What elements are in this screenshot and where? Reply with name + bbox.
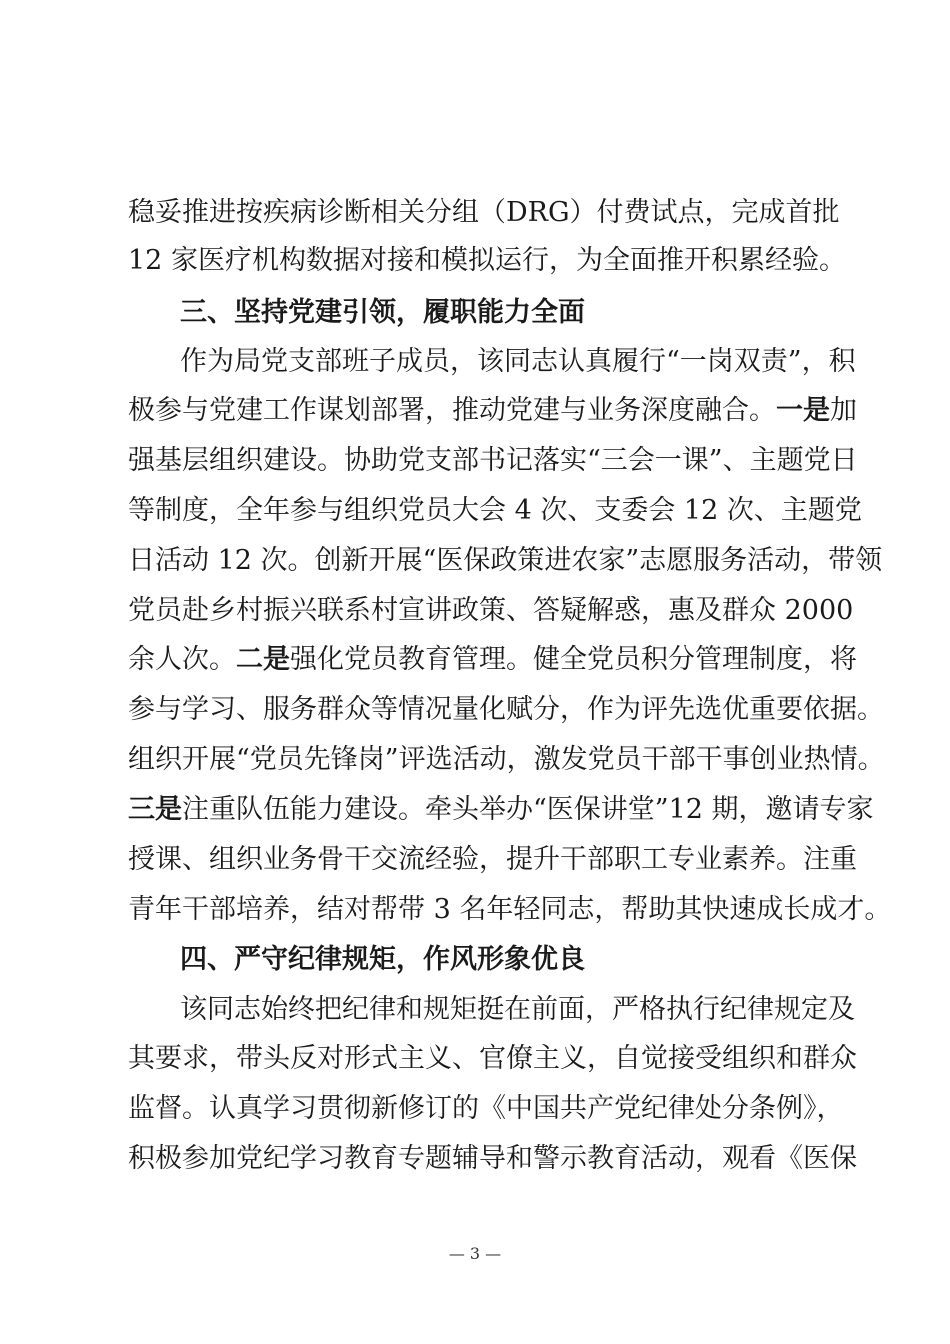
- text-line: 强基层组织建设。协助党支部书记落实“三会一课”、主题党日: [128, 445, 858, 476]
- text-line: 作为局党支部班子成员，该同志认真履行“一岗双责”，积: [180, 346, 856, 377]
- text-line: 监督。认真学习贯彻新修订的《中国共产党纪律处分条例》，: [128, 1093, 844, 1124]
- text-line: 日活动 12 次。创新开展“医保政策进农家”志愿服务活动，带领: [128, 545, 883, 576]
- text-run: 注重队伍能力建设。牵头举办“医保讲堂”12 期，邀请专家: [182, 794, 874, 825]
- bold-marker-first: 一是: [776, 395, 830, 426]
- text-line: 等制度，全年参与组织党员大会 4 次、支委会 12 次、主题党: [128, 495, 862, 526]
- section-heading-3: 三、坚持党建引领，履职能力全面: [180, 297, 585, 328]
- text-line: 12 家医疗机构数据对接和模拟运行，为全面推开积累经验。: [128, 245, 846, 276]
- text-line: 组织开展“党员先锋岗”评选活动，激发党员干部干事创业热情。: [128, 744, 885, 775]
- text-line: 稳妥推进按疾病诊断相关分组（DRG）付费试点，完成首批: [128, 197, 840, 228]
- bold-marker-third: 三是: [128, 794, 182, 825]
- text-run: 极参与党建工作谋划部署，推动党建与业务深度融合。: [128, 395, 776, 426]
- page-number: — 3 —: [448, 1244, 502, 1263]
- text-run: 强化党员教育管理。健全党员积分管理制度，将: [290, 644, 857, 675]
- text-line: [128, 786, 874, 834]
- text-line: 授课、组织业务骨干交流经验，提升干部职工专业素养。注重: [128, 844, 857, 875]
- text-run: 加: [830, 395, 857, 426]
- text-line: [128, 636, 857, 684]
- text-line: 该同志始终把纪律和规矩挺在前面，严格执行纪律规定及: [180, 994, 855, 1025]
- text-line: 青年干部培养，结对帮带 3 名年轻同志，帮助其快速成长成才。: [128, 894, 892, 925]
- bold-marker-second: 二是: [236, 644, 290, 675]
- text-line: 其要求，带头反对形式主义、官僚主义，自觉接受组织和群众: [128, 1043, 857, 1074]
- text-run: 余人次。: [128, 644, 236, 675]
- text-line: 党员赴乡村振兴联系村宣讲政策、答疑解惑，惠及群众 2000: [128, 595, 854, 626]
- text-line: 参与学习、服务群众等情况量化赋分，作为评先选优重要依据。: [128, 694, 884, 725]
- section-heading-4: 四、严守纪律规矩，作风形象优良: [180, 944, 585, 975]
- text-line: 积极参加党纪学习教育专题辅导和警示教育活动，观看《医保: [128, 1143, 857, 1174]
- text-line: [128, 387, 857, 435]
